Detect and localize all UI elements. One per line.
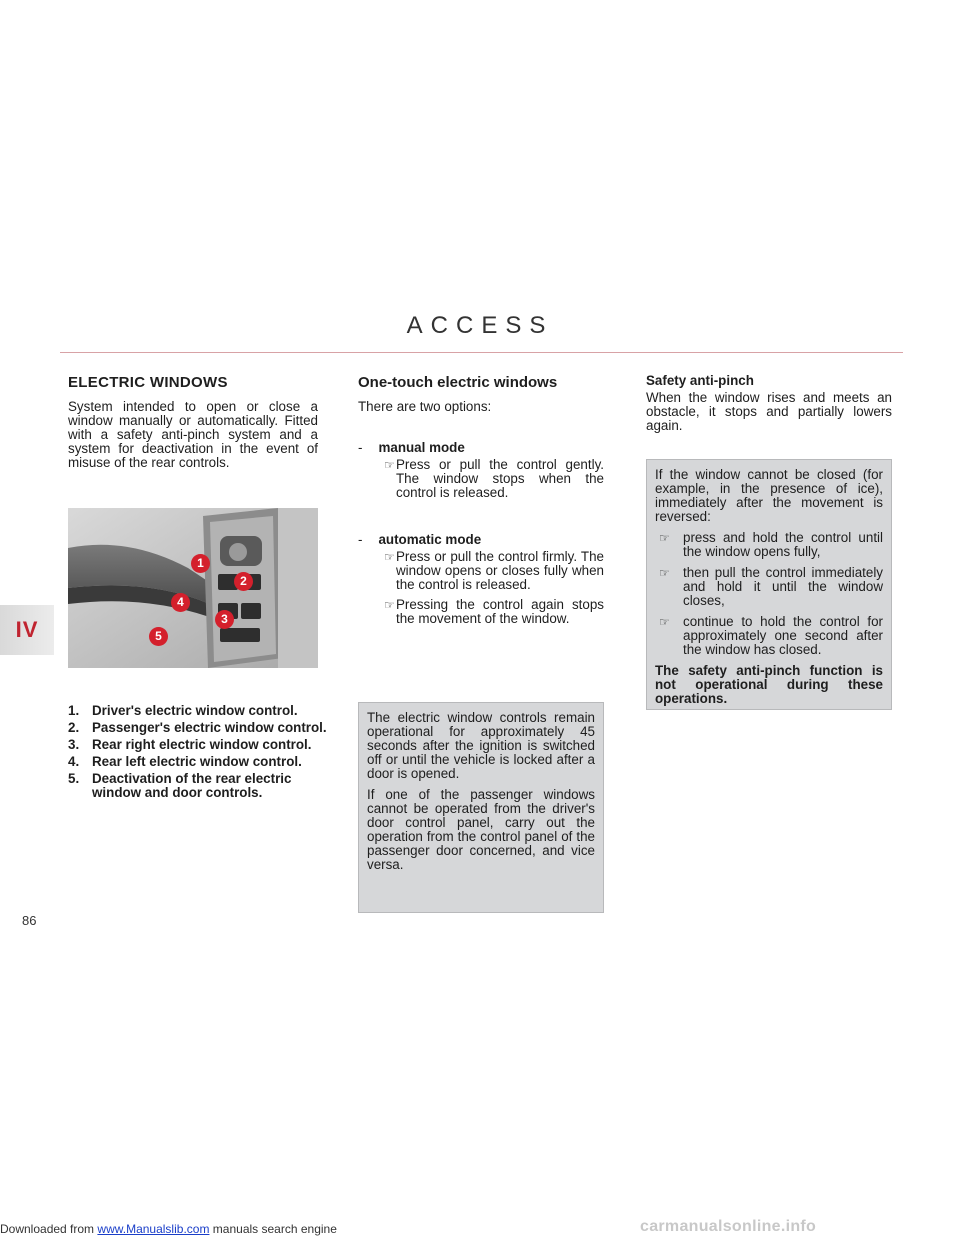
callout-3: 3	[215, 610, 234, 629]
box-step: ☞ then pull the control immediately and hold it until the window closes,	[659, 565, 883, 608]
manualslib-link[interactable]: www.Manualslib.com	[97, 1222, 210, 1236]
electric-windows-heading: ELECTRIC WINDOWS	[68, 374, 228, 391]
manual-mode-label: manual mode	[378, 440, 465, 455]
controls-legend	[68, 704, 328, 803]
watermark: carmanualsonline.info	[640, 1218, 817, 1235]
section-title: ACCESS	[406, 312, 554, 339]
callout-4: 4	[171, 593, 190, 612]
door-panel-illustration	[68, 508, 318, 668]
note-paragraph: The electric window controls remain operational for approximately 45 seconds after the ignition is switched off or until the vehicle is locked after a door is opened.	[367, 710, 595, 781]
legend-item: 3. Rear right electric window control.	[68, 737, 312, 752]
box-step: ☞ continue to hold the control for approximately one second after the window has closed.	[659, 614, 883, 657]
box-intro: If the window cannot be closed (for example, in the presence of ice), immediately after the movement is reversed:	[655, 467, 883, 524]
anti-pinch-warning-box	[646, 459, 892, 710]
automatic-mode-step: ☞ Pressing the control again stops the movement of the window.	[384, 597, 604, 626]
dash-marker: -	[358, 532, 363, 547]
one-touch-intro: There are two options:	[358, 399, 492, 414]
callout-5: 5	[149, 627, 168, 646]
legend-item: 4. Rear left electric window control.	[68, 754, 302, 769]
legend-item: 1. Driver's electric window control.	[68, 703, 298, 718]
legend-item: 2. Passenger's electric window control.	[68, 720, 327, 735]
safety-anti-pinch-text: When the window rises and meets an obstacle, it stops and partially lowers again.	[646, 390, 892, 433]
callout-1: 1	[191, 554, 210, 573]
safety-anti-pinch-heading: Safety anti-pinch	[646, 373, 754, 388]
manual-mode-section	[358, 441, 604, 500]
automatic-mode-label: automatic mode	[378, 532, 482, 547]
chapter-tab	[0, 605, 54, 655]
pointing-hand-icon: ☞	[384, 550, 395, 564]
dash-marker: -	[358, 440, 363, 455]
callout-2: 2	[234, 572, 253, 591]
page-number: 86	[22, 913, 37, 928]
automatic-mode-step: ☞ Press or pull the control firmly. The window opens or closes fully when the control is released.	[384, 549, 604, 592]
download-footer: Downloaded from www.Manualslib.com manuals search engine	[0, 1222, 337, 1236]
pointing-hand-icon: ☞	[659, 531, 670, 545]
header-divider	[60, 352, 903, 353]
electric-windows-intro: System intended to open or close a window manually or automatically. Fitted with a safety anti-pinch system and a system for deactivation in the event of misuse of the rear controls.	[68, 399, 318, 470]
one-touch-heading: One-touch electric windows	[358, 374, 558, 391]
timeout-info-box	[358, 702, 604, 913]
pointing-hand-icon: ☞	[659, 615, 670, 629]
pointing-hand-icon: ☞	[384, 598, 395, 612]
box-warning: The safety anti-pinch function is not operational during these operations.	[655, 663, 883, 706]
legend-item: 5. Deactivation of the rear electric window and door controls.	[68, 771, 292, 800]
pointing-hand-icon: ☞	[659, 566, 670, 580]
manual-mode-step: ☞ Press or pull the control gently. The window stops when the control is released.	[384, 457, 604, 500]
pointing-hand-icon: ☞	[384, 458, 395, 472]
automatic-mode-section	[358, 533, 604, 626]
note-paragraph: If one of the passenger windows cannot be operated from the driver's door control panel, carry out the operation from the control panel of the passenger door concerned, and vice versa.	[367, 787, 595, 872]
window-controls-photo	[68, 508, 318, 668]
chapter-tab-label: IV	[15, 617, 39, 642]
box-step: ☞ press and hold the control until the window opens fully,	[659, 530, 883, 559]
